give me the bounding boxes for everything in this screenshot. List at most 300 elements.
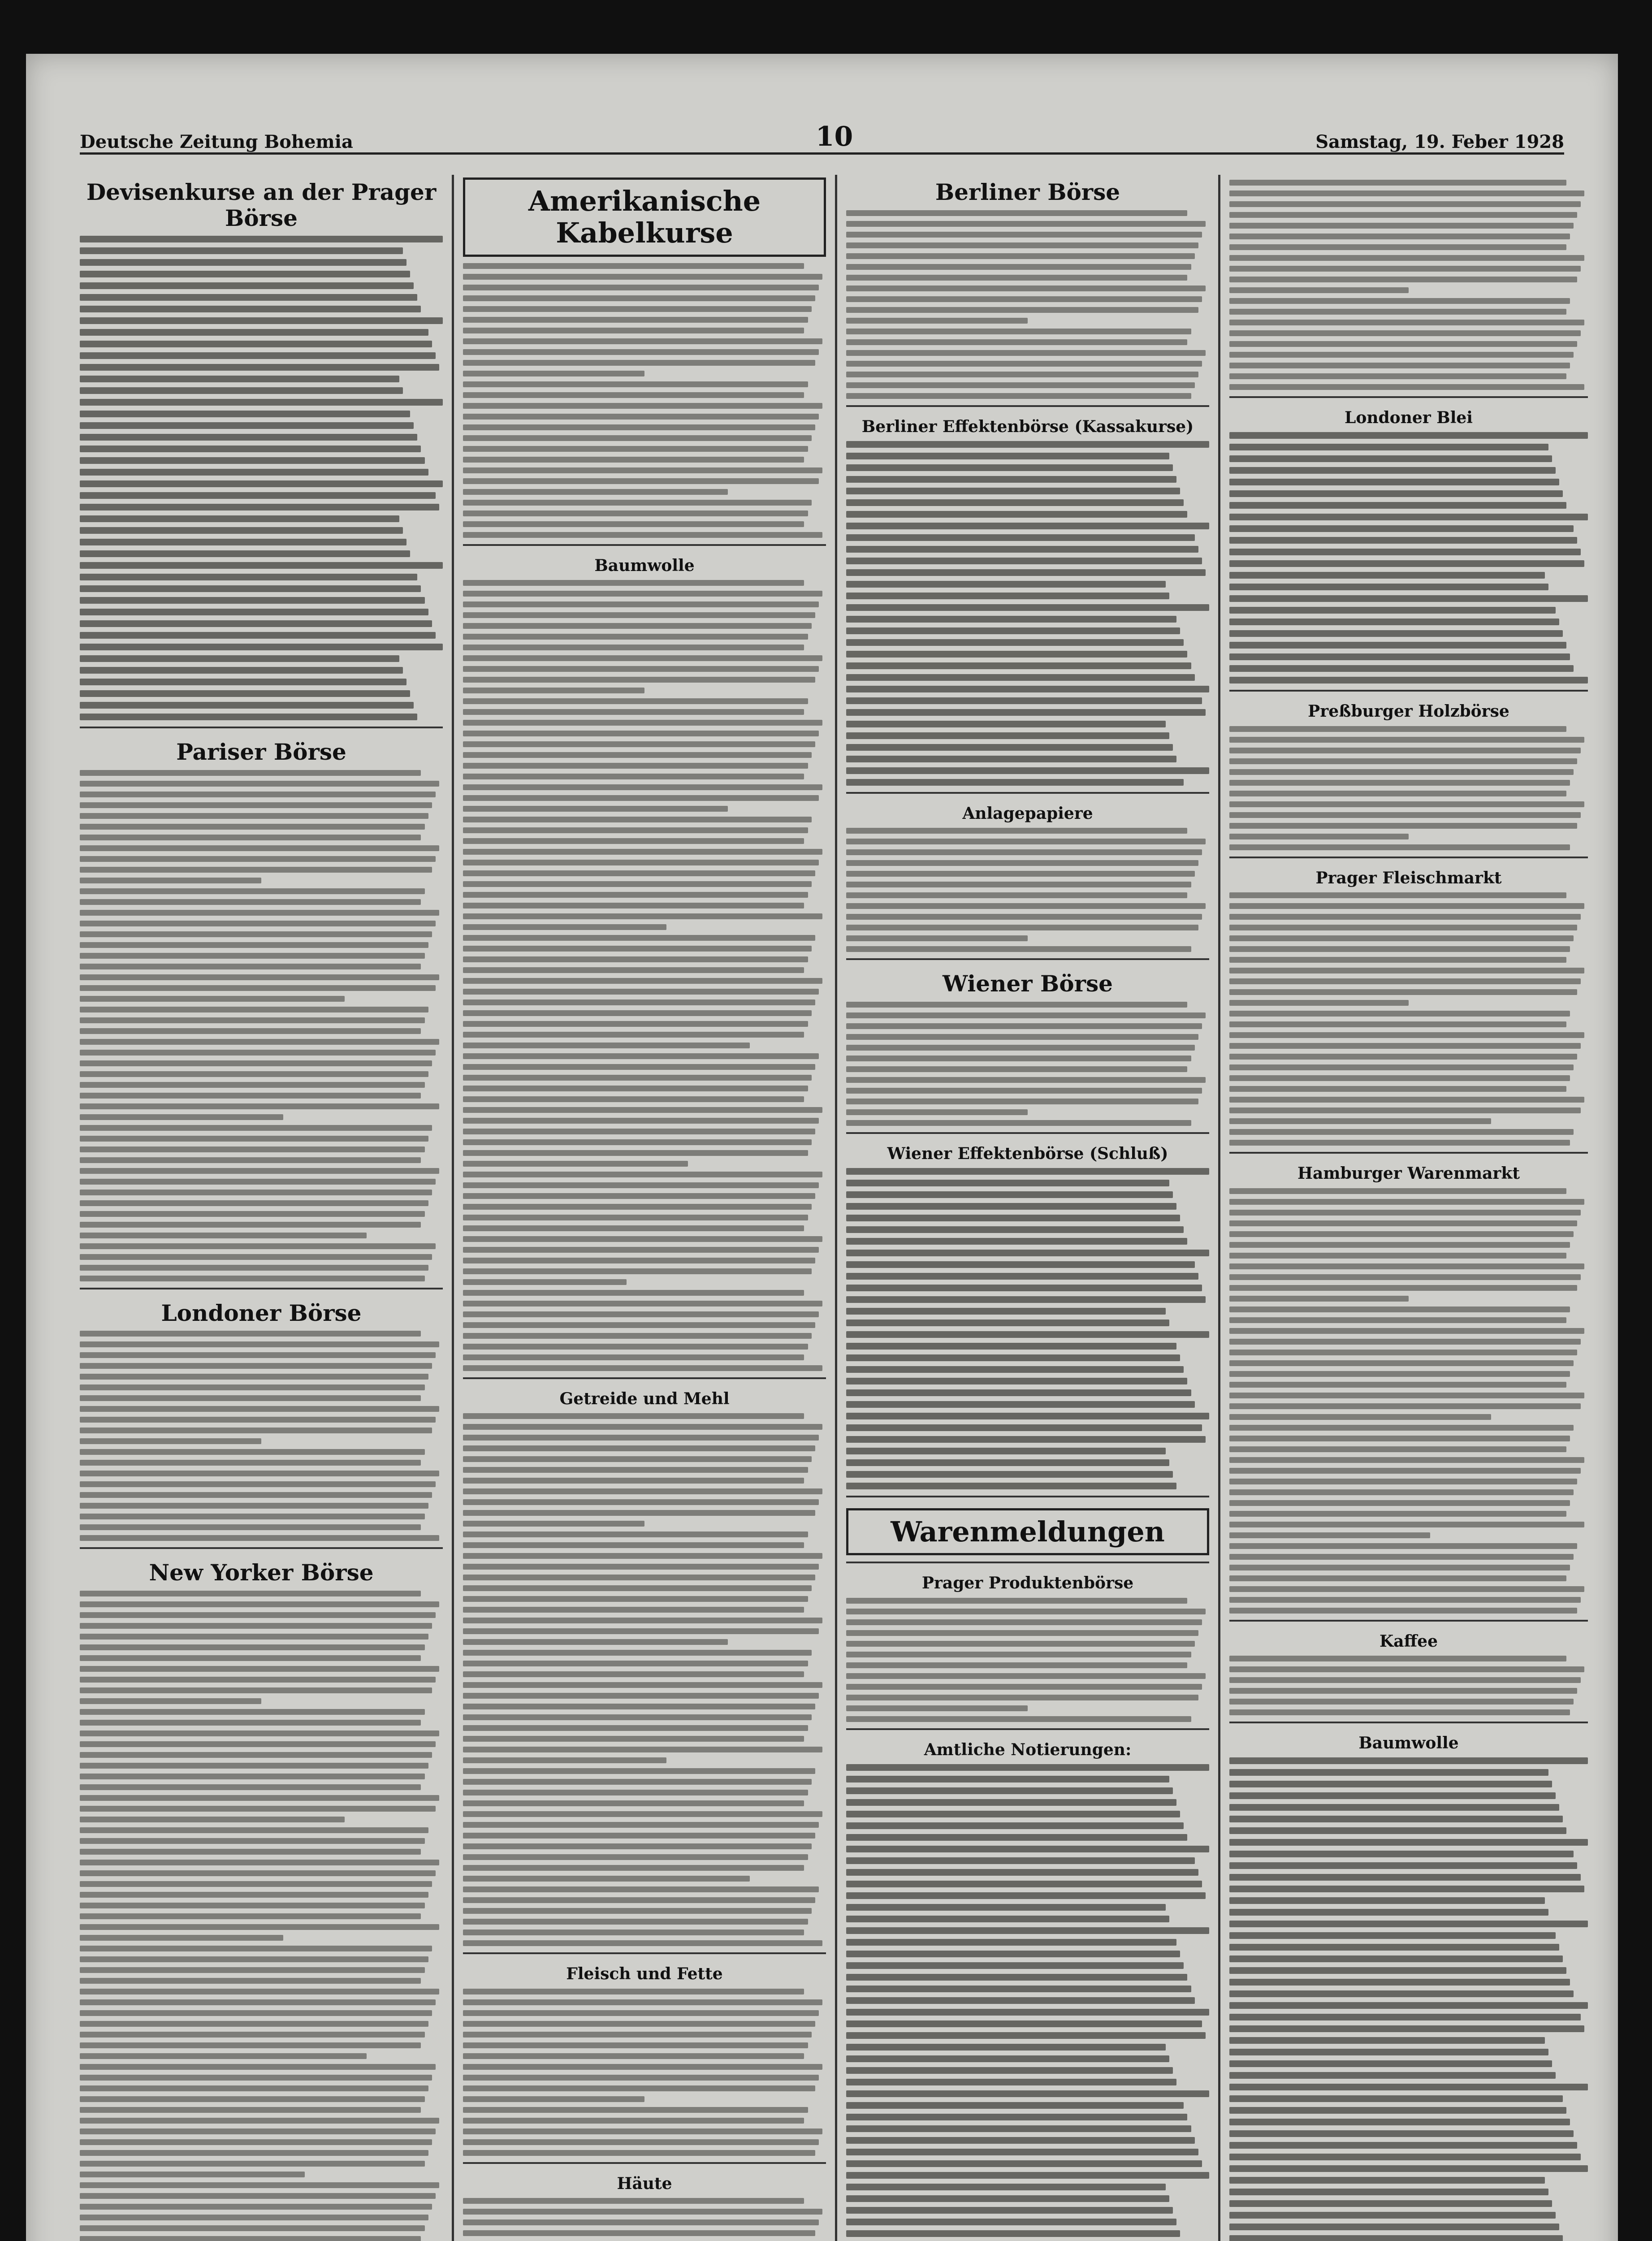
article-body — [80, 1591, 443, 2241]
text-line — [1229, 769, 1574, 775]
text-line — [463, 1521, 644, 1527]
text-line — [1229, 1565, 1570, 1570]
table-row — [1229, 467, 1556, 474]
text-line — [463, 285, 819, 290]
text-line — [463, 306, 812, 312]
text-line — [463, 1639, 728, 1645]
text-line — [80, 1535, 439, 1541]
table-row — [1229, 1862, 1577, 1869]
text-line — [1229, 1285, 1577, 1291]
text-line — [80, 1741, 436, 1747]
text-line — [80, 1784, 421, 1790]
text-line — [1229, 1597, 1581, 1603]
text-line — [1229, 1043, 1581, 1049]
text-line — [80, 1039, 439, 1045]
text-line — [463, 2198, 804, 2204]
text-line — [80, 910, 439, 916]
table-row — [80, 515, 399, 522]
text-line — [80, 1179, 436, 1185]
text-line — [1229, 190, 1584, 196]
text-line — [846, 232, 1202, 238]
table-row — [846, 441, 1209, 448]
table-row — [80, 352, 436, 359]
text-line — [1229, 1699, 1574, 1705]
column-2 — [463, 175, 826, 2241]
text-line — [1229, 1586, 1584, 1592]
section-heading: Pariser Börse — [176, 739, 346, 765]
table-row — [846, 1343, 1176, 1350]
table-row — [846, 1811, 1180, 1817]
text-line — [80, 1363, 432, 1369]
table-row — [846, 2020, 1202, 2027]
text-line — [846, 860, 1198, 866]
text-line — [463, 1139, 812, 1145]
text-line — [846, 1120, 1191, 1126]
newspaper-page — [26, 54, 1618, 2241]
table-row — [1229, 2177, 1545, 2184]
text-line — [463, 1886, 819, 1892]
text-line — [846, 1109, 1028, 1115]
text-line — [463, 1467, 808, 1473]
text-line — [463, 1999, 822, 2005]
text-line — [80, 1666, 439, 1672]
text-line — [80, 888, 425, 894]
text-line — [1229, 1403, 1581, 1409]
table-row — [1229, 479, 1559, 485]
table-row — [1229, 595, 1588, 602]
text-line — [463, 903, 804, 909]
table-row — [80, 411, 410, 417]
text-line — [463, 2150, 815, 2156]
text-line — [846, 935, 1028, 941]
table-row — [846, 2055, 1169, 2062]
text-line — [1229, 234, 1570, 239]
text-line — [80, 1752, 432, 1758]
text-line — [1229, 1075, 1570, 1081]
table-row — [1229, 2224, 1559, 2230]
text-line — [1229, 892, 1566, 898]
table-row — [846, 2090, 1209, 2097]
section-divider — [846, 1562, 1209, 1563]
text-line — [846, 1077, 1206, 1083]
text-line — [463, 1424, 822, 1430]
text-line — [463, 2139, 819, 2145]
table-row — [846, 2125, 1191, 2132]
text-line — [80, 1698, 261, 1704]
table-row — [846, 2114, 1187, 2120]
text-line — [80, 1157, 421, 1163]
text-line — [1229, 1097, 1584, 1103]
text-line — [80, 974, 439, 980]
table-row — [846, 1424, 1202, 1431]
quotation-table — [80, 236, 443, 720]
table-row — [846, 2172, 1209, 2179]
table-row — [1229, 2095, 1563, 2102]
text-line — [1229, 1188, 1566, 1194]
table-row — [80, 597, 425, 604]
section-heading: Warenmeldungen — [846, 1508, 1209, 1555]
text-line — [1229, 180, 1566, 186]
table-row — [846, 1962, 1184, 1969]
text-line — [80, 1903, 425, 1908]
table-row — [846, 604, 1209, 611]
text-line — [463, 392, 804, 398]
text-line — [463, 1843, 812, 1849]
text-line — [463, 2042, 808, 2048]
text-line — [463, 1628, 819, 1634]
text-line — [80, 1946, 432, 1951]
text-line — [463, 1940, 822, 1946]
article-body — [1229, 1188, 1588, 1614]
table-row — [846, 1320, 1169, 1326]
text-line — [846, 318, 1028, 324]
text-line — [846, 1598, 1187, 1604]
text-line — [80, 1243, 436, 1249]
text-line — [1229, 978, 1581, 984]
text-line — [80, 2215, 428, 2220]
text-line — [1229, 1011, 1570, 1017]
text-line — [463, 1064, 815, 1070]
text-line — [1229, 1350, 1577, 1355]
article-body — [846, 210, 1209, 399]
table-row — [846, 1974, 1187, 1981]
table-row — [846, 1401, 1195, 1408]
table-row — [1229, 560, 1584, 567]
text-line — [80, 931, 432, 937]
text-line — [846, 382, 1195, 388]
text-line — [80, 1763, 428, 1769]
article-body — [846, 1598, 1209, 1722]
table-row — [80, 644, 443, 650]
table-row — [1229, 642, 1566, 649]
table-row — [846, 1226, 1184, 1233]
text-line — [80, 792, 436, 797]
table-row — [846, 453, 1169, 459]
text-line — [846, 925, 1198, 930]
table-row — [846, 767, 1209, 774]
table-row — [1229, 2025, 1584, 2032]
article-section — [463, 1390, 826, 1954]
table-row — [80, 387, 403, 394]
text-line — [846, 871, 1195, 877]
table-row — [80, 271, 410, 277]
table-row — [80, 480, 443, 487]
text-line — [1229, 946, 1570, 952]
text-line — [463, 1445, 815, 1451]
text-line — [463, 1510, 815, 1516]
table-row — [80, 574, 417, 580]
text-line — [463, 1096, 804, 1102]
text-line — [846, 210, 1187, 216]
text-line — [463, 1682, 822, 1688]
text-line — [463, 795, 819, 801]
text-line — [80, 878, 261, 883]
text-line — [80, 1655, 421, 1661]
table-row — [1229, 490, 1563, 497]
text-line — [80, 1849, 421, 1855]
text-line — [463, 295, 815, 301]
text-line — [1229, 1511, 1566, 1517]
text-line — [463, 446, 808, 452]
table-row — [846, 2009, 1209, 2016]
text-line — [1229, 1468, 1581, 1474]
text-line — [846, 1002, 1187, 1008]
table-row — [846, 2032, 1206, 2039]
text-line — [80, 1341, 439, 1347]
text-line — [463, 881, 812, 887]
text-line — [1229, 1425, 1574, 1431]
table-row — [1229, 619, 1559, 625]
table-row — [846, 1296, 1206, 1303]
table-row — [1229, 1781, 1552, 1787]
text-line — [463, 521, 804, 527]
text-line — [80, 1687, 432, 1693]
table-row — [846, 1799, 1176, 1806]
text-line — [463, 677, 815, 683]
text-line — [846, 296, 1202, 302]
article-body — [463, 580, 826, 1371]
text-line — [1229, 1677, 1581, 1683]
text-line — [463, 403, 822, 409]
text-line — [463, 967, 804, 973]
article-section — [846, 1145, 1209, 1497]
text-line — [80, 1050, 436, 1056]
article-section — [1229, 409, 1588, 692]
table-row — [846, 1483, 1176, 1489]
table-row — [846, 2137, 1195, 2144]
text-line — [463, 381, 808, 387]
table-row — [1229, 2060, 1552, 2067]
text-line — [1229, 1253, 1566, 1259]
table-row — [846, 674, 1195, 681]
text-line — [846, 1056, 1191, 1061]
table-row — [846, 1331, 1209, 1338]
table-row — [1229, 1792, 1556, 1799]
text-line — [80, 1211, 425, 1217]
table-row — [80, 469, 428, 476]
table-row — [80, 457, 425, 464]
column-1 — [80, 175, 443, 2241]
text-line — [463, 2219, 819, 2225]
table-row — [1229, 455, 1552, 462]
article-body — [463, 263, 826, 538]
text-line — [463, 1193, 815, 1199]
text-line — [846, 1630, 1198, 1636]
text-line — [846, 339, 1187, 345]
article-body — [846, 828, 1209, 952]
text-line — [1229, 1436, 1570, 1441]
text-line — [846, 1662, 1187, 1668]
text-line — [80, 1384, 425, 1390]
text-line — [463, 1456, 812, 1462]
text-line — [463, 1930, 804, 1935]
table-row — [1229, 444, 1548, 450]
text-line — [463, 1344, 808, 1350]
text-line — [80, 1731, 439, 1736]
section-divider — [846, 792, 1209, 794]
table-row — [1229, 1816, 1563, 1822]
article-section — [1229, 869, 1588, 1154]
section-heading: Häute — [617, 2174, 672, 2193]
article-body — [463, 1989, 826, 2156]
table-row — [846, 1354, 1180, 1361]
table-row — [1229, 514, 1588, 520]
table-row — [846, 1413, 1209, 1419]
section-divider — [80, 1547, 443, 1549]
text-line — [80, 1795, 439, 1801]
section-heading: Prager Fleischmarkt — [1315, 868, 1502, 887]
text-line — [1229, 1543, 1577, 1549]
text-line — [463, 274, 822, 280]
text-line — [80, 1817, 345, 1822]
text-line — [1229, 823, 1577, 829]
text-line — [463, 1225, 804, 1231]
text-line — [463, 1247, 819, 1253]
text-line — [80, 1924, 439, 1930]
text-line — [463, 580, 804, 586]
table-row — [1229, 1897, 1545, 1904]
section-divider — [1229, 1620, 1588, 1622]
section-heading: Wiener Börse — [943, 970, 1113, 997]
text-line — [463, 328, 804, 333]
table-row — [846, 1459, 1169, 1466]
table-row — [846, 581, 1166, 588]
table-row — [846, 1857, 1195, 1864]
text-line — [1229, 201, 1581, 207]
text-line — [80, 1601, 439, 1607]
section-divider — [1229, 1152, 1588, 1154]
text-line — [1229, 277, 1577, 282]
table-row — [846, 1834, 1187, 1841]
text-line — [80, 1200, 428, 1206]
text-line — [463, 774, 804, 779]
table-row — [846, 534, 1195, 541]
text-line — [463, 849, 822, 855]
text-line — [846, 307, 1198, 313]
text-line — [463, 1182, 819, 1188]
text-line — [80, 856, 436, 862]
section-divider — [1229, 396, 1588, 398]
text-line — [80, 2225, 425, 2231]
text-line — [1229, 1108, 1581, 1113]
section-heading: Amerikanische Kabelkurse — [463, 177, 826, 257]
text-line — [463, 817, 812, 822]
text-line — [463, 1822, 819, 1828]
text-line — [1229, 244, 1566, 250]
text-line — [463, 1607, 804, 1613]
text-line — [463, 1693, 819, 1699]
table-row — [846, 1250, 1209, 1256]
article-body — [846, 1002, 1209, 1126]
table-row — [80, 236, 443, 242]
text-line — [463, 1236, 822, 1242]
text-line — [463, 263, 804, 269]
text-line — [1229, 352, 1574, 358]
table-row — [846, 1787, 1173, 1794]
text-line — [463, 1478, 804, 1484]
table-row — [846, 1203, 1176, 1210]
text-line — [1229, 1054, 1577, 1060]
text-line — [1229, 1457, 1584, 1463]
text-line — [80, 2193, 436, 2199]
table-row — [846, 732, 1169, 739]
text-line — [1229, 287, 1409, 293]
text-line — [463, 1075, 812, 1081]
table-row — [846, 569, 1206, 576]
text-line — [463, 1531, 808, 1537]
text-line — [463, 1989, 804, 1994]
text-line — [80, 1352, 436, 1358]
text-line — [463, 1354, 804, 1360]
text-line — [463, 806, 728, 812]
text-line — [80, 1460, 421, 1466]
table-row — [846, 686, 1209, 692]
text-line — [80, 1374, 428, 1380]
text-line — [846, 1099, 1198, 1104]
text-line — [80, 1103, 439, 1109]
table-row — [80, 376, 399, 382]
section-heading: Preßburger Holzbörse — [1308, 702, 1509, 721]
text-line — [1229, 968, 1584, 973]
section-divider — [846, 1728, 1209, 1730]
text-line — [463, 892, 808, 898]
text-line — [1229, 1210, 1581, 1216]
text-line — [463, 2085, 815, 2091]
section-divider — [463, 2162, 826, 2164]
text-line — [1229, 1688, 1577, 1694]
quotation-table — [1229, 432, 1588, 684]
table-row — [80, 364, 439, 371]
text-line — [463, 1585, 812, 1591]
article-section — [1229, 1632, 1588, 1723]
text-line — [1229, 957, 1566, 963]
text-line — [463, 1010, 812, 1016]
section-divider — [1229, 690, 1588, 692]
text-line — [1229, 1274, 1581, 1280]
text-line — [846, 1023, 1202, 1029]
table-row — [1229, 2189, 1548, 2195]
table-row — [846, 1904, 1166, 1911]
text-line — [463, 924, 666, 930]
text-line — [80, 964, 421, 969]
table-row — [1229, 2119, 1570, 2125]
table-row — [80, 434, 417, 441]
text-line — [846, 1705, 1028, 1711]
text-line — [1229, 1199, 1584, 1205]
text-line — [846, 393, 1191, 399]
text-line — [80, 1438, 261, 1444]
text-line — [1229, 1500, 1570, 1506]
text-line — [80, 1978, 421, 1984]
table-row — [846, 546, 1198, 553]
text-line — [463, 1618, 822, 1623]
text-line — [1229, 737, 1584, 743]
table-row — [1229, 1874, 1581, 1881]
text-line — [846, 264, 1191, 270]
page-number: 10 — [815, 121, 853, 152]
text-line — [463, 317, 808, 323]
text-line — [80, 2182, 439, 2188]
table-row — [80, 422, 414, 429]
text-line — [1229, 1118, 1491, 1124]
text-line — [80, 2129, 436, 2134]
text-line — [463, 1311, 819, 1317]
text-line — [463, 2118, 804, 2124]
text-line — [463, 741, 815, 747]
section-heading: Getreide und Mehl — [559, 1389, 730, 1408]
table-row — [80, 690, 410, 697]
text-line — [463, 731, 819, 736]
